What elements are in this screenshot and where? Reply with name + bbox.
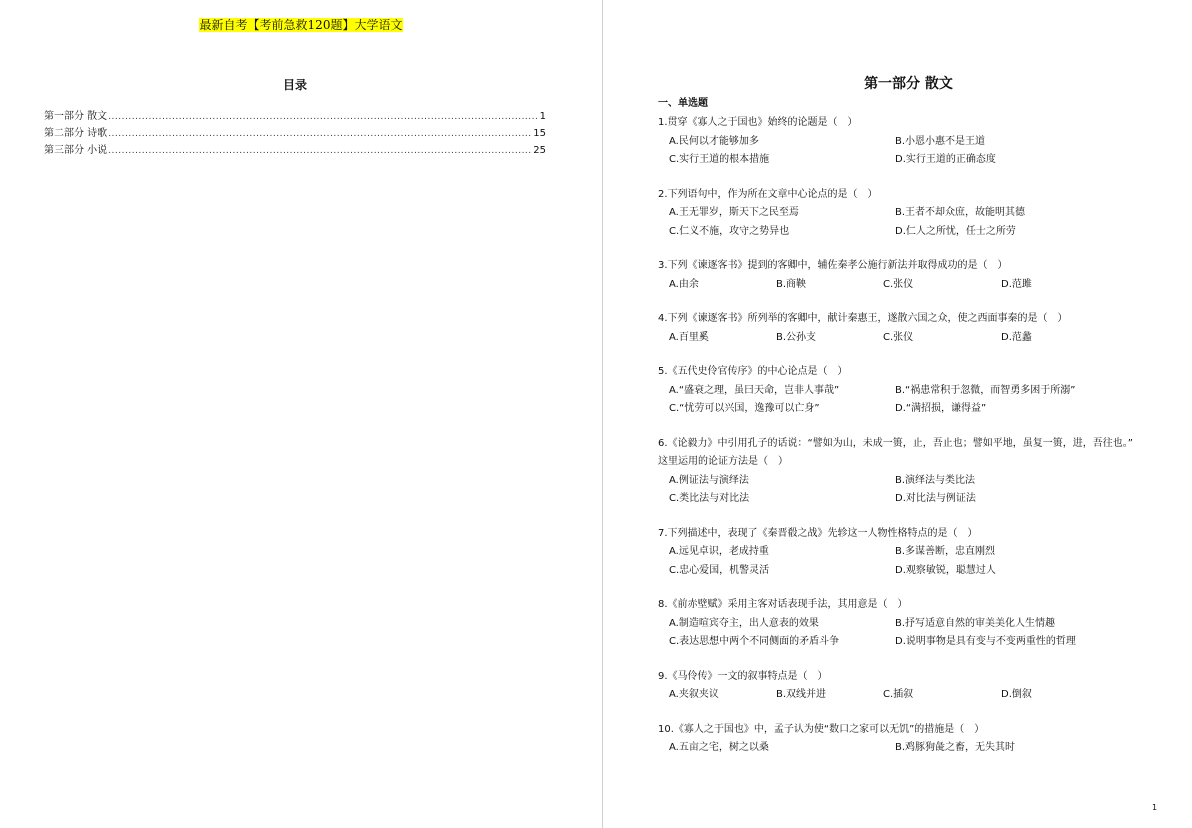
question	[658, 668, 1178, 705]
option[interactable]: D.观察敏锐，聪慧过人	[895, 564, 996, 576]
option[interactable]: D.说明事物是具有变与不变两重性的哲理	[895, 636, 1076, 647]
option-group	[658, 739, 1178, 758]
option[interactable]: D.对比法与例证法	[895, 493, 976, 504]
option-group	[658, 382, 1178, 419]
option[interactable]: C.插叙	[883, 689, 914, 700]
toc-item-page: 15	[533, 128, 546, 139]
option[interactable]: B.商鞅	[776, 278, 807, 290]
question	[658, 721, 1178, 758]
option[interactable]: B.多谋善断，忠直刚烈	[895, 546, 996, 557]
option-group	[658, 472, 1178, 509]
question-text: 10.《寡人之于国也》中，孟子认为使“数口之家可以无饥”的措施是（ ）	[658, 723, 985, 735]
option[interactable]: B.公孙支	[776, 331, 817, 343]
question	[658, 525, 1178, 581]
option[interactable]: B.鸡豚狗彘之畜，无失其时	[895, 742, 1016, 753]
question	[658, 186, 1178, 242]
table-of-contents	[44, 108, 546, 159]
question	[658, 435, 1178, 509]
page-number: 1	[1152, 803, 1158, 812]
option[interactable]: B.抒写适意自然的审美美化人生情趣	[895, 617, 1056, 629]
option[interactable]: D.实行王道的正确态度	[895, 154, 996, 165]
part-title: 第一部分 散文	[864, 76, 953, 92]
option[interactable]: A.远见卓识，老成持重	[669, 546, 769, 557]
option[interactable]: B.小恩小惠不是王道	[895, 135, 986, 147]
toc-leader-dots	[108, 143, 532, 160]
option[interactable]: B.“祸患常积于忽微，而智勇多困于所溺”	[895, 384, 1076, 396]
option[interactable]: B.王者不却众庶，故能明其德	[895, 207, 1026, 218]
document-header	[0, 17, 602, 33]
option[interactable]: A.“盛衰之理，虽曰天命，岂非人事哉”	[669, 384, 840, 396]
option[interactable]: C.张仪	[883, 278, 914, 290]
question	[658, 114, 1178, 170]
toc-item-label: 第二部分 诗歌	[44, 128, 108, 139]
option[interactable]: D.范雎	[1001, 278, 1032, 290]
option[interactable]: A.夹叙夹议	[669, 689, 719, 700]
question-text: 3.下列《谏逐客书》提到的客卿中，辅佐秦孝公施行新法并取得成功的是（ ）	[658, 260, 1008, 271]
option[interactable]: D.倒叙	[1001, 689, 1032, 700]
option-group	[658, 543, 1178, 580]
question-text: 1.贯穿《寡人之于国也》始终的论题是（ ）	[658, 117, 858, 128]
option[interactable]: C.实行王道的根本措施	[669, 154, 770, 165]
option[interactable]: C.张仪	[883, 331, 914, 343]
option-group	[658, 686, 1178, 705]
option[interactable]: C.仁义不施，攻守之势异也	[669, 225, 790, 237]
toc-item[interactable]	[44, 125, 546, 142]
question	[658, 363, 1178, 419]
question-list	[658, 114, 1178, 774]
toc-leader-dots	[108, 109, 538, 126]
option[interactable]: D.范蠡	[1001, 331, 1032, 343]
toc-item-page: 1	[539, 111, 546, 122]
section-title: 一、单选题	[658, 98, 708, 109]
option[interactable]: A.制造喧宾夺主，出人意表的效果	[669, 617, 819, 629]
option[interactable]: C.表达思想中两个不同侧面的矛盾斗争	[669, 636, 840, 647]
option[interactable]: A.例证法与演绎法	[669, 474, 749, 486]
toc-item[interactable]	[44, 142, 546, 159]
toc-item-label: 第一部分 散文	[44, 111, 108, 122]
option-group	[658, 329, 1178, 348]
header-title-text: 最新自考【考前急救120题】大学语文	[199, 18, 403, 32]
question	[658, 310, 1178, 347]
option[interactable]: C.“忧劳可以兴国，逸豫可以亡身”	[669, 403, 820, 414]
toc-item-label: 第三部分 小说	[44, 145, 108, 156]
option[interactable]: A.百里奚	[669, 331, 709, 343]
option[interactable]: C.忠心爱国，机警灵活	[669, 564, 770, 576]
option[interactable]: C.类比法与对比法	[669, 493, 750, 504]
question-text: 5.《五代史伶官传序》的中心论点是（ ）	[658, 366, 848, 377]
question-text: 9.《马伶传》一文的叙事特点是（ ）	[658, 670, 828, 682]
option[interactable]: A.民何以才能够加多	[669, 135, 759, 147]
option[interactable]: A.王无罪岁，斯天下之民至焉	[669, 207, 799, 218]
toc-item-page: 25	[533, 145, 546, 156]
option-group	[658, 276, 1178, 295]
option-group	[658, 133, 1178, 170]
option[interactable]: A.五亩之宅，树之以桑	[669, 742, 769, 753]
option-group	[658, 204, 1178, 241]
question-text: 2.下列语句中，作为所在文章中心论点的是（ ）	[658, 188, 878, 200]
question-text: 4.下列《谏逐客书》所列举的客卿中，献计秦惠王，遂散六国之众，使之西面事秦的是（ ）	[658, 313, 1068, 324]
option-group	[658, 615, 1178, 652]
question	[658, 257, 1178, 294]
question-text: 7.下列描述中，表现了《秦晋殽之战》先轸这一人物性格特点的是（ ）	[658, 527, 978, 539]
toc-leader-dots	[108, 126, 532, 143]
toc-heading: 目录	[282, 78, 307, 92]
option[interactable]: A.由余	[669, 278, 699, 290]
option[interactable]: B.演绎法与类比法	[895, 474, 976, 486]
question	[658, 596, 1178, 652]
question-text: 8.《前赤壁赋》采用主客对话表现手法，其用意是（ ）	[658, 599, 908, 610]
option[interactable]: D.“满招损，谦得益”	[895, 403, 987, 414]
toc-item[interactable]	[44, 108, 546, 125]
option[interactable]: B.双线并进	[776, 689, 827, 700]
question-text: 6.《论毅力》中引用孔子的话说：“譬如为山，未成一篑，止，吾止也；譬如平地，虽复一篑，进，吾往也。” 这里运用的论证方法是（ ）	[658, 437, 1133, 467]
option[interactable]: D.仁人之所忧，任士之所劳	[895, 225, 1016, 237]
